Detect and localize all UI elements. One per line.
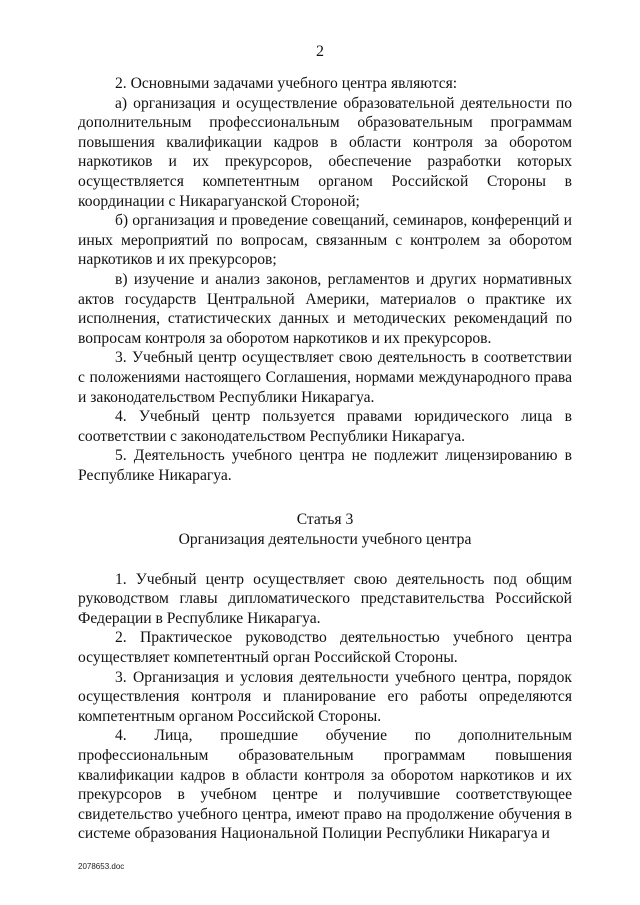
document-filename: 2078653.doc [78,862,125,871]
page-number: 2 [316,43,324,60]
paragraph-5: 5. Деятельность учебного центра не подлежит лицензированию в Республике Никарагуа. [78,447,572,484]
paragraph-2b: б) организация и проведение совещаний, семинаров, конференций и иных мероприятий по вопросам, связанным с контролем за оборотом наркотиков и их прекурсоров; [78,212,572,269]
paragraph-4: 4. Учебный центр пользуется правами юридического лица в соответствии с законодательством Республики Никарагуа. [78,408,572,445]
document-body [78,74,572,844]
paragraph-3: 3. Учебный центр осуществляет свою деятельность в соответствии с положениями настоящего Соглашения, нормами международного права и законодательством Республики Никарагуа. [78,349,572,406]
paragraph-2: 2. Основными задачами учебного центра являются: [115,75,458,92]
article3-paragraph-2: 2. Практическое руководство деятельностью учебного центра осуществляет компетентный орган Российской Стороны. [78,629,572,667]
article3-paragraph-1: 1. Учебный центр осуществляет свою деятельность под общим руководством главы дипломатического представительства Российской Федерации в Республике Никарагуа. [78,570,572,627]
paragraph-2a: а) организация и осуществление образовательной деятельности по дополнительным профессиональным образовательным программам повышения квалификации кадров в области контроля за оборотом наркотиков и их прекурсоров, обеспечение разработки которых осуществляется компетентным органом Российской Стороны в координации с Никарагуанской Стороной; [78,94,572,210]
article-number: Статья 3 [296,511,354,529]
article-title: Организация деятельности учебного центра [178,531,472,549]
paragraph-2c: в) изучение и анализ законов, регламентов и других нормативных актов государств Центральной Америки, материалов о практике их исполнения, статистических данных и методических рекомендаций по вопросам контроля за оборотом наркотиков и их прекурсоров. [78,270,572,347]
article3-paragraph-3: 3. Организация и условия деятельности учебного центра, порядок осуществления контроля и планирование его работы определяются компетентным органом Российской Стороны. [78,668,572,725]
article3-paragraph-4: 4. Лица, прошедшие обучение по дополнительным профессиональным образовательным программам повышения квалификации кадров в области контроля за оборотом наркотиков и их прекурсоров в учебном центре и получившие соответствующее свидетельство учебного центра, имеют право на продолжение обучения в системе образования Национальной Полиции Республики Никарагуа и [78,727,572,843]
